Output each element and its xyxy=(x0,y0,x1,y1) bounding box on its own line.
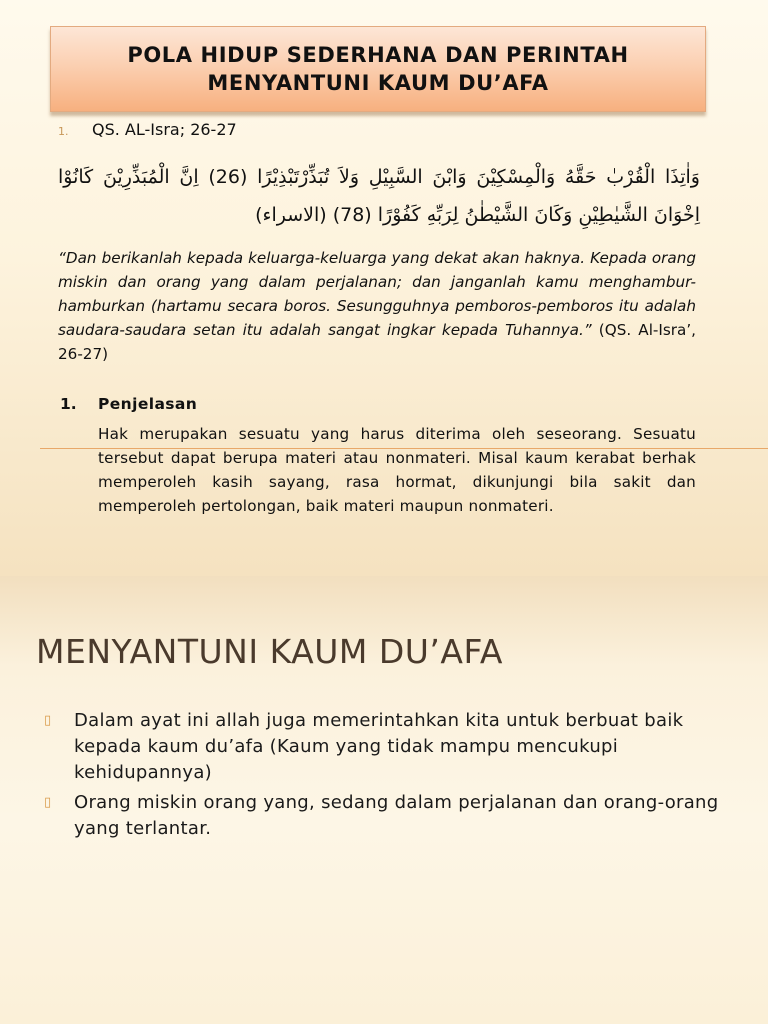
bullet-list xyxy=(44,708,756,846)
arabic-verse: وَاٰتِذَا الْقُرْبٰ حَقَّهُ وَالْمِسْكِيْنَ وَابْنَ السَّبِيْلِ وَلاَ تُبَذِّرْتَبْذِيْرًا (26) اِنَّ الْمُبَذِّرِيْنَ كَانُوْا اِخْوَانَ الشَّيٰطِيْنِ وَكَانَ الشَّيْطٰنُ لِرَبِّهِ كَفُوْرًا (78) (الاسراء) xyxy=(58,166,700,226)
section-number: 1. xyxy=(60,395,77,413)
translation-quote xyxy=(58,246,696,366)
bullet-text: Orang miskin orang yang, sedang dalam perjalanan dan orang-orang yang terlantar. xyxy=(74,792,719,839)
reference-text: QS. AL-Isra; 26-27 xyxy=(92,120,237,139)
slide-title: POLA HIDUP SEDERHANA DAN PERINTAH MENYANTUNI KAUM DU’AFA xyxy=(127,43,629,95)
bullet-icon: ▯ xyxy=(44,795,52,810)
bullet-icon: ▯ xyxy=(44,713,52,728)
quote-citation: (QS. Al-Isra’, 26-27) xyxy=(58,321,696,363)
section-heading: Penjelasan xyxy=(98,395,198,413)
section-body: Hak merupakan sesuatu yang harus diterima oleh seseorang. Sesuatu tersebut dapat berupa materi atau nonmateri. Misal kaum kerabat berhak memperoleh kasih sayang, rasa hormat, dikunjungi bila sakit dan memperoleh pertolongan, baik materi maupun nonmateri. xyxy=(98,425,696,515)
list-item xyxy=(44,790,756,842)
bullet-text: Dalam ayat ini allah juga memerintahkan kita untuk berbuat baik kepada kaum du’afa (Kaum yang tidak mampu mencukupi kehidupannya) xyxy=(74,710,684,783)
title-box xyxy=(50,26,706,112)
reference-number: 1. xyxy=(58,125,69,138)
quote-text: “Dan berikanlah kepada keluarga-keluarga yang dekat akan haknya. Kepada orang miskin dan orang yang dalam perjalanan; dan janganlah kamu menghambur-hamburkan (hartamu secara boros. Sesungguhnya pemboros-pemboros itu adalah saudara-saudara setan itu adalah sangat ingkar kepada Tuhannya.” xyxy=(58,249,696,339)
reference-item xyxy=(58,120,237,139)
list-item xyxy=(44,708,756,786)
slide-2-title: MENYANTUNI KAUM DU’AFA xyxy=(36,632,503,671)
section-header xyxy=(60,395,197,413)
slide-2 xyxy=(0,576,768,1024)
